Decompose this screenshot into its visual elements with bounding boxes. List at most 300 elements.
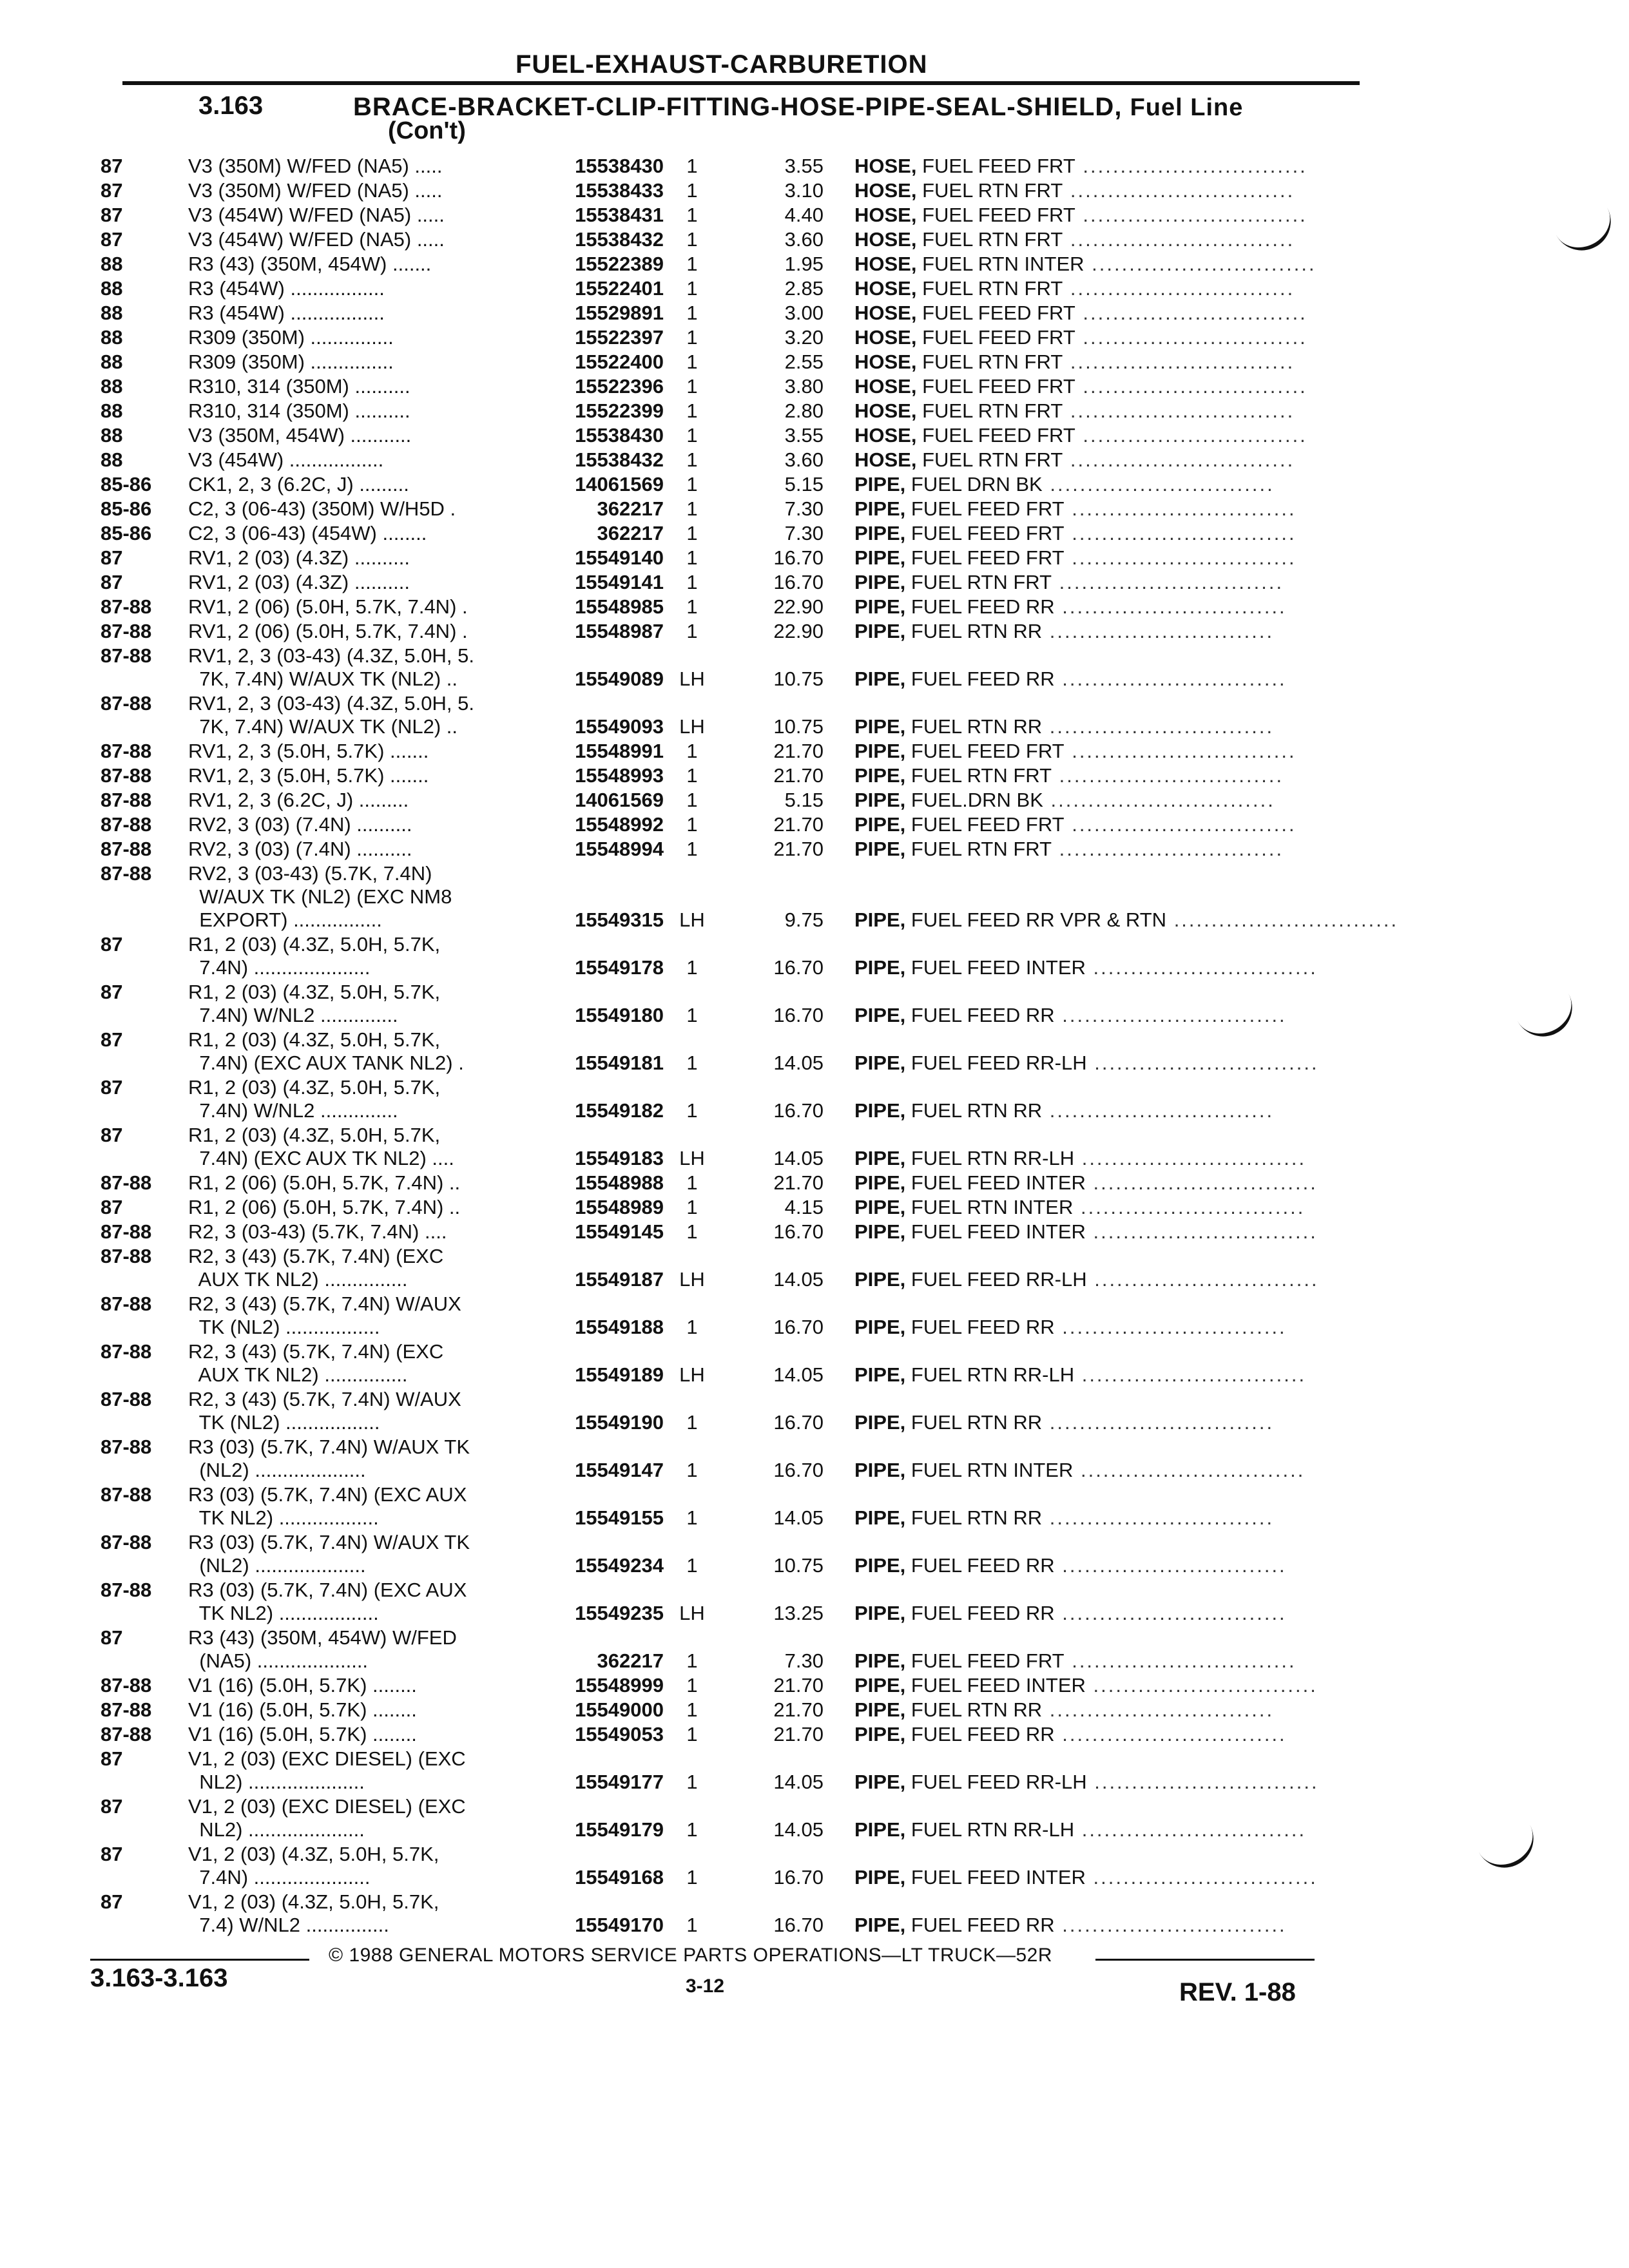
description <box>854 1316 1357 1339</box>
leader-dots: .............................. <box>1073 1196 1306 1218</box>
model-year: 87 <box>101 1028 123 1051</box>
application <box>188 1795 523 1841</box>
description-type: HOSE, <box>854 424 917 447</box>
description-text: FUEL.DRN BK <box>911 789 1043 811</box>
model-year: 87-88 <box>101 1220 152 1243</box>
leader-dots: .............................. <box>1075 204 1307 226</box>
parts-row <box>0 351 1629 374</box>
quantity: LH <box>679 1602 705 1624</box>
part-number: 15549187 <box>575 1268 664 1291</box>
parts-row <box>0 1196 1629 1219</box>
application-line: (NL2) .................... <box>188 1459 366 1481</box>
application <box>188 862 523 932</box>
price: 1.95 <box>784 253 824 275</box>
parts-row <box>0 179 1629 202</box>
part-number: 15538432 <box>575 448 664 471</box>
quantity: 1 <box>686 497 698 520</box>
section-title-main: BRACE-BRACKET-CLIP-FITTING-HOSE-PIPE-SEAL-SHIELD, <box>353 93 1123 121</box>
description-text: FUEL RTN INTER <box>911 1459 1074 1481</box>
parts-row <box>0 253 1629 276</box>
description-type: PIPE, <box>854 1268 906 1291</box>
description-type: PIPE, <box>854 1674 906 1696</box>
description-type: PIPE, <box>854 595 906 618</box>
description-type: HOSE, <box>854 326 917 349</box>
quantity: LH <box>679 1268 705 1291</box>
application-line: AUX TK NL2) ............... <box>188 1268 408 1291</box>
part-number: 15549053 <box>575 1723 664 1745</box>
part-number: 15549093 <box>575 715 664 738</box>
application-line: R310, 314 (350M) .......... <box>188 399 410 422</box>
leader-dots: .............................. <box>1074 1818 1307 1841</box>
application <box>188 1747 523 1794</box>
parts-row <box>0 1483 1629 1530</box>
description-type: PIPE, <box>854 715 906 738</box>
parts-row <box>0 813 1629 836</box>
price: 7.30 <box>784 497 824 520</box>
application-line: V3 (350M) W/FED (NA5) ..... <box>188 179 443 202</box>
quantity: LH <box>679 908 705 931</box>
model-year: 88 <box>101 399 123 422</box>
leader-dots: .............................. <box>1054 1914 1287 1936</box>
description <box>854 1459 1357 1482</box>
description-text: FUEL FEED FRT <box>922 204 1075 226</box>
price: 3.00 <box>784 302 824 324</box>
parts-row <box>0 1531 1629 1577</box>
model-year: 87-88 <box>101 1436 152 1458</box>
application-line: C2, 3 (06-43) (350M) W/H5D . <box>188 497 456 520</box>
header-rule <box>122 81 1360 85</box>
part-number: 15522389 <box>575 253 664 275</box>
model-year: 87-88 <box>101 620 152 642</box>
description-type: PIPE, <box>854 473 906 495</box>
part-number: 15549155 <box>575 1506 664 1529</box>
description-text: FUEL FEED INTER <box>911 1866 1086 1888</box>
application <box>188 740 523 763</box>
description <box>854 908 1399 932</box>
section-number: 3.163 <box>198 91 264 120</box>
application-line: 7.4N) W/NL2 .............. <box>188 1004 398 1026</box>
leader-dots: .............................. <box>1166 908 1399 931</box>
application <box>188 571 523 594</box>
application-line: R3 (43) (350M, 454W) ....... <box>188 253 432 275</box>
description-type: HOSE, <box>854 399 917 422</box>
description-type: PIPE, <box>854 1220 906 1243</box>
description-type: PIPE, <box>854 1698 906 1721</box>
description-text: FUEL FEED INTER <box>911 1674 1086 1696</box>
part-number: 15522397 <box>575 326 664 349</box>
model-year: 87-88 <box>101 1579 152 1601</box>
model-year: 85-86 <box>101 473 152 495</box>
model-year: 88 <box>101 448 123 471</box>
application-line: R1, 2 (06) (5.0H, 5.7K, 7.4N) .. <box>188 1171 461 1194</box>
price: 16.70 <box>773 1866 824 1888</box>
quantity: 1 <box>686 1004 698 1026</box>
description <box>854 204 1357 227</box>
application-line: CK1, 2, 3 (6.2C, J) ......... <box>188 473 409 495</box>
quantity: 1 <box>686 1698 698 1721</box>
quantity: 1 <box>686 1771 698 1793</box>
description-text: FUEL FEED FRT <box>911 740 1065 762</box>
model-year: 87-88 <box>101 740 152 762</box>
application-line: R3 (03) (5.7K, 7.4N) (EXC AUX <box>188 1579 467 1601</box>
price: 16.70 <box>773 1099 824 1122</box>
model-year: 87-88 <box>101 1483 152 1506</box>
footer-rule-left <box>90 1959 309 1961</box>
leader-dots: .............................. <box>1054 1004 1287 1026</box>
price: 14.05 <box>773 1147 824 1169</box>
quantity: 1 <box>686 789 698 811</box>
leader-dots: .............................. <box>1042 473 1275 495</box>
application-line: R3 (03) (5.7K, 7.4N) W/AUX TK <box>188 1531 470 1553</box>
application-line: R1, 2 (03) (4.3Z, 5.0H, 5.7K, <box>188 981 441 1003</box>
description-text: FUEL FEED FRT <box>922 155 1075 177</box>
application <box>188 1245 523 1291</box>
description-text: FUEL RTN RR <box>911 1698 1043 1721</box>
parts-row <box>0 1076 1629 1122</box>
description <box>854 1602 1357 1625</box>
application <box>188 1843 523 1889</box>
quantity: 1 <box>686 179 698 202</box>
description-text: FUEL FEED FRT <box>911 546 1065 569</box>
model-year: 85-86 <box>101 522 152 544</box>
leader-dots: .............................. <box>1054 668 1287 690</box>
leader-dots: .............................. <box>1054 1723 1287 1745</box>
parts-row <box>0 497 1629 521</box>
parts-row <box>0 1293 1629 1339</box>
part-number: 15538430 <box>575 155 664 177</box>
description <box>854 1698 1357 1722</box>
quantity: 1 <box>686 1914 698 1936</box>
part-number: 15549188 <box>575 1316 664 1338</box>
parts-row <box>0 1723 1629 1746</box>
description-type: PIPE, <box>854 1602 906 1624</box>
application-line: W/AUX TK (NL2) (EXC NM8 <box>188 885 452 908</box>
quantity: 1 <box>686 277 698 300</box>
application-line: V3 (454W) ................. <box>188 448 384 471</box>
quantity: 1 <box>686 1459 698 1481</box>
application-line: R310, 314 (350M) .......... <box>188 375 410 398</box>
application <box>188 1220 523 1244</box>
leader-dots: .............................. <box>1042 1411 1275 1434</box>
application <box>188 764 523 787</box>
description-text: FUEL FEED FRT <box>922 326 1075 349</box>
part-number: 15548994 <box>575 838 664 860</box>
model-year: 87 <box>101 546 123 569</box>
quantity: 1 <box>686 155 698 177</box>
parts-row <box>0 1890 1629 1937</box>
model-year: 87-88 <box>101 595 152 618</box>
description-type: PIPE, <box>854 1914 906 1936</box>
description-text: FUEL FEED RR <box>911 1914 1055 1936</box>
description-text: FUEL RTN RR <box>911 1506 1043 1529</box>
leader-dots: .............................. <box>1075 302 1307 324</box>
parts-row <box>0 1171 1629 1195</box>
part-number: 15549168 <box>575 1866 664 1888</box>
application-line: TK NL2) .................. <box>188 1602 379 1624</box>
price: 16.70 <box>773 1004 824 1026</box>
description <box>854 375 1357 398</box>
part-number: 14061569 <box>575 473 664 495</box>
price: 22.90 <box>773 595 824 618</box>
description <box>854 228 1357 251</box>
description <box>854 1411 1357 1434</box>
description <box>854 326 1357 349</box>
price: 16.70 <box>773 571 824 593</box>
part-number: 15548991 <box>575 740 664 762</box>
leader-dots: .............................. <box>1054 595 1287 618</box>
model-year: 87 <box>101 155 123 177</box>
application <box>188 1340 523 1387</box>
description-type: HOSE, <box>854 351 917 373</box>
part-number: 15538430 <box>575 424 664 447</box>
part-number: 15549140 <box>575 546 664 569</box>
description-type: HOSE, <box>854 277 917 300</box>
application <box>188 277 523 300</box>
footer-page-number: 3-12 <box>686 1975 725 1997</box>
quantity: 1 <box>686 1554 698 1577</box>
part-number: 15538432 <box>575 228 664 251</box>
quantity: 1 <box>686 424 698 447</box>
quantity: 1 <box>686 1171 698 1194</box>
description-text: FUEL RTN INTER <box>911 1196 1074 1218</box>
description-type: HOSE, <box>854 302 917 324</box>
application <box>188 473 523 496</box>
parts-row <box>0 764 1629 787</box>
application-line: R1, 2 (03) (4.3Z, 5.0H, 5.7K, <box>188 1028 441 1051</box>
quantity: 1 <box>686 546 698 569</box>
application <box>188 981 523 1027</box>
quantity: 1 <box>686 838 698 860</box>
application-line: V1, 2 (03) (EXC DIESEL) (EXC <box>188 1747 466 1770</box>
application-line: R3 (03) (5.7K, 7.4N) W/AUX TK <box>188 1436 470 1458</box>
part-number: 15529891 <box>575 302 664 324</box>
description-type: HOSE, <box>854 228 917 251</box>
description-text: FUEL FEED INTER <box>911 1220 1086 1243</box>
price: 7.30 <box>784 522 824 544</box>
part-number: 15548988 <box>575 1171 664 1194</box>
footer-section-range: 3.163-3.163 <box>90 1964 228 1992</box>
parts-row <box>0 1220 1629 1244</box>
part-number: 15548987 <box>575 620 664 642</box>
description <box>854 571 1357 594</box>
leader-dots: .............................. <box>1064 546 1296 569</box>
leader-dots: .............................. <box>1042 1506 1275 1529</box>
quantity: 1 <box>686 1052 698 1074</box>
description <box>854 1674 1357 1697</box>
part-number: 15522399 <box>575 399 664 422</box>
leader-dots: .............................. <box>1064 497 1296 520</box>
application-line: R3 (43) (350M, 454W) W/FED <box>188 1626 457 1649</box>
application <box>188 1196 523 1219</box>
price: 3.60 <box>784 228 824 251</box>
section-title <box>353 93 1243 122</box>
parts-row <box>0 571 1629 594</box>
leader-dots: .............................. <box>1085 1866 1318 1888</box>
quantity: LH <box>679 668 705 690</box>
application-line: EXPORT) ................ <box>188 908 382 931</box>
parts-row <box>0 277 1629 300</box>
description <box>854 302 1357 325</box>
part-number: 15549170 <box>575 1914 664 1936</box>
description-type: PIPE, <box>854 908 906 931</box>
description <box>854 740 1357 763</box>
application-line: R3 (03) (5.7K, 7.4N) (EXC AUX <box>188 1483 467 1506</box>
application-line: NL2) ..................... <box>188 1771 365 1793</box>
application-line: R309 (350M) ............... <box>188 351 394 373</box>
description-type: PIPE, <box>854 1147 906 1169</box>
parts-row <box>0 1124 1629 1170</box>
application <box>188 1124 523 1170</box>
application-line: R1, 2 (03) (4.3Z, 5.0H, 5.7K, <box>188 1124 441 1146</box>
quantity: 1 <box>686 522 698 544</box>
footer-copyright: © 1988 GENERAL MOTORS SERVICE PARTS OPERATIONS—LT TRUCK—52R <box>329 1945 1053 1966</box>
application <box>188 1531 523 1577</box>
price: 16.70 <box>773 1220 824 1243</box>
section-title-suffix: Fuel Line <box>1130 94 1244 121</box>
model-year: 87 <box>101 204 123 226</box>
description-type: PIPE, <box>854 1004 906 1026</box>
model-year: 88 <box>101 326 123 349</box>
leader-dots: .............................. <box>1064 813 1296 836</box>
quantity: 1 <box>686 620 698 642</box>
price: 21.70 <box>773 1674 824 1696</box>
description-type: PIPE, <box>854 1866 906 1888</box>
page-header-title: FUEL-EXHAUST-CARBURETION <box>516 50 928 79</box>
price: 16.70 <box>773 956 824 979</box>
leader-dots: .............................. <box>1063 277 1295 300</box>
description <box>854 1052 1357 1075</box>
price: 16.70 <box>773 1459 824 1481</box>
application <box>188 1890 523 1937</box>
application <box>188 813 523 836</box>
leader-dots: .............................. <box>1063 351 1295 373</box>
application-line: 7.4N) (EXC AUX TANK NL2) . <box>188 1052 464 1074</box>
leader-dots: .............................. <box>1063 399 1295 422</box>
description-type: PIPE, <box>854 1171 906 1194</box>
application <box>188 789 523 812</box>
description-text: FUEL RTN RR-LH <box>911 1147 1075 1169</box>
leader-dots: .............................. <box>1086 1771 1319 1793</box>
section-subtitle: (Con't) <box>388 117 466 144</box>
description-text: FUEL RTN RR-LH <box>911 1818 1075 1841</box>
application <box>188 620 523 643</box>
description <box>854 1196 1357 1219</box>
footer-revision: REV. 1-88 <box>1179 1978 1296 2006</box>
parts-row <box>0 155 1629 178</box>
quantity: 1 <box>686 1220 698 1243</box>
description-text: FUEL FEED RR <box>911 668 1055 690</box>
description-type: PIPE, <box>854 1459 906 1481</box>
price: 21.70 <box>773 764 824 787</box>
description <box>854 813 1357 836</box>
description <box>854 715 1357 738</box>
model-year: 87-88 <box>101 1293 152 1315</box>
parts-row <box>0 228 1629 251</box>
application <box>188 1579 523 1625</box>
description-text: FUEL FEED FRT <box>911 1649 1065 1672</box>
quantity: 1 <box>686 764 698 787</box>
application-line: R1, 2 (03) (4.3Z, 5.0H, 5.7K, <box>188 933 441 956</box>
price: 2.85 <box>784 277 824 300</box>
description <box>854 620 1357 643</box>
leader-dots: .............................. <box>1075 326 1307 349</box>
model-year: 87-88 <box>101 764 152 787</box>
parts-row <box>0 424 1629 447</box>
description-text: FUEL FEED RR <box>911 595 1055 618</box>
model-year: 87-88 <box>101 1171 152 1194</box>
application <box>188 546 523 570</box>
application <box>188 1388 523 1434</box>
leader-dots: .............................. <box>1073 1459 1306 1481</box>
description-text: FUEL RTN RR <box>911 1099 1043 1122</box>
application <box>188 644 523 691</box>
part-number: 15549179 <box>575 1818 664 1841</box>
application-line: 7.4) W/NL2 ............... <box>188 1914 389 1936</box>
parts-row <box>0 1747 1629 1794</box>
application-line: R3 (454W) ................. <box>188 277 385 300</box>
description-text: FUEL FEED FRT <box>911 813 1065 836</box>
description-text: FUEL RTN FRT <box>922 448 1063 471</box>
price: 21.70 <box>773 1723 824 1745</box>
application <box>188 497 523 521</box>
leader-dots: .............................. <box>1054 1602 1287 1624</box>
description <box>854 1914 1357 1937</box>
model-year: 87 <box>101 1747 123 1770</box>
application-line: V1, 2 (03) (4.3Z, 5.0H, 5.7K, <box>188 1843 439 1865</box>
description <box>854 1866 1357 1889</box>
description-type: PIPE, <box>854 668 906 690</box>
leader-dots: .............................. <box>1043 789 1275 811</box>
parts-row <box>0 595 1629 619</box>
description-text: FUEL FEED RR-LH <box>911 1052 1087 1074</box>
price: 10.75 <box>773 668 824 690</box>
description <box>854 253 1357 276</box>
description-type: HOSE, <box>854 375 917 398</box>
description <box>854 473 1357 496</box>
model-year: 87 <box>101 1626 123 1649</box>
model-year: 87 <box>101 1196 123 1218</box>
description <box>854 1554 1357 1577</box>
application <box>188 302 523 325</box>
description <box>854 399 1357 423</box>
parts-row <box>0 862 1629 932</box>
application <box>188 1674 523 1697</box>
price: 2.55 <box>784 351 824 373</box>
application <box>188 595 523 619</box>
parts-row <box>0 473 1629 496</box>
application-line: RV1, 2 (03) (4.3Z) .......... <box>188 571 410 593</box>
description-type: PIPE, <box>854 1554 906 1577</box>
price: 16.70 <box>773 546 824 569</box>
application-line: R3 (454W) ................. <box>188 302 385 324</box>
model-year: 87 <box>101 571 123 593</box>
leader-dots: .............................. <box>1085 956 1318 979</box>
application-line: R309 (350M) ............... <box>188 326 394 349</box>
application-line: RV2, 3 (03) (7.4N) .......... <box>188 838 412 860</box>
description-text: FUEL FEED FRT <box>922 375 1075 398</box>
quantity: 1 <box>686 1866 698 1888</box>
part-number: 15548993 <box>575 764 664 787</box>
application-line: RV1, 2, 3 (5.0H, 5.7K) ....... <box>188 740 429 762</box>
description-type: PIPE, <box>854 1723 906 1745</box>
application <box>188 228 523 251</box>
application <box>188 692 523 738</box>
application <box>188 424 523 447</box>
application-line: V1, 2 (03) (4.3Z, 5.0H, 5.7K, <box>188 1890 439 1913</box>
parts-row <box>0 789 1629 812</box>
application-line: V3 (350M) W/FED (NA5) ..... <box>188 155 443 177</box>
application <box>188 1436 523 1482</box>
